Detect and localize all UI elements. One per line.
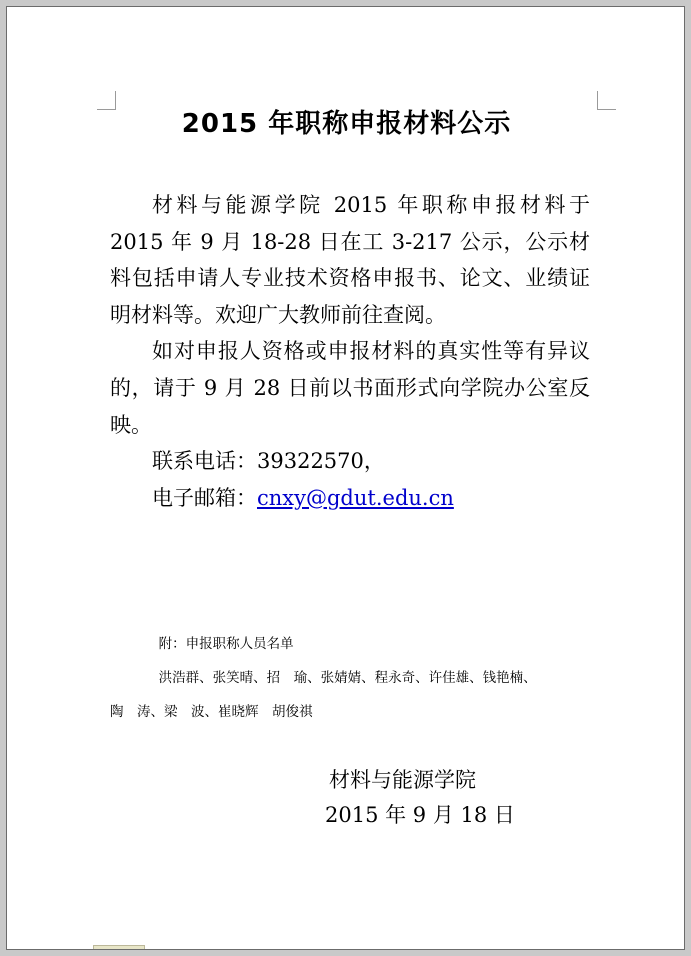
contact-email	[110, 480, 590, 517]
attachment-label: 附：申报职称人员名单	[158, 636, 294, 652]
paragraph-announcement: 材料与能源学院 2015 年职称申报材料于 2015 年 9 月 18-28 日在工 3-217 公示，公示材料包括申请人专业技术资格申报书、论文、业绩证明材料等。欢迎广大教师前往查阅。	[110, 193, 590, 327]
phone-value: 39322570，	[257, 449, 385, 474]
page-footer-tab	[93, 945, 145, 949]
signature-block	[325, 763, 515, 833]
contact-phone	[110, 443, 590, 480]
paragraph-objection: 如对申报人资格或申报材料的真实性等有异议的，请于 9 月 28 日前以书面形式向学院办公室反映。	[110, 339, 590, 437]
signature-date: 2015 年 9 月 18 日	[325, 803, 515, 827]
attachment-section	[110, 627, 590, 729]
email-label: 电子邮箱：	[152, 485, 257, 510]
document-title: 2015 年职称申报材料公示	[181, 109, 512, 139]
applicant-names-line-1: 洪浩群、张笑晴、招 瑜、张婧婧、程永奇、许佳雄、钱艳楠、	[158, 670, 537, 686]
email-link[interactable]: cnxy@gdut.edu.cn	[257, 485, 454, 510]
phone-label: 联系电话：	[152, 449, 257, 474]
signature-organization: 材料与能源学院	[329, 768, 476, 792]
applicant-names-line-2: 陶 涛、梁 波、崔晓辉 胡俊祺	[110, 704, 313, 720]
document-page	[6, 6, 685, 950]
document-body	[110, 187, 590, 516]
